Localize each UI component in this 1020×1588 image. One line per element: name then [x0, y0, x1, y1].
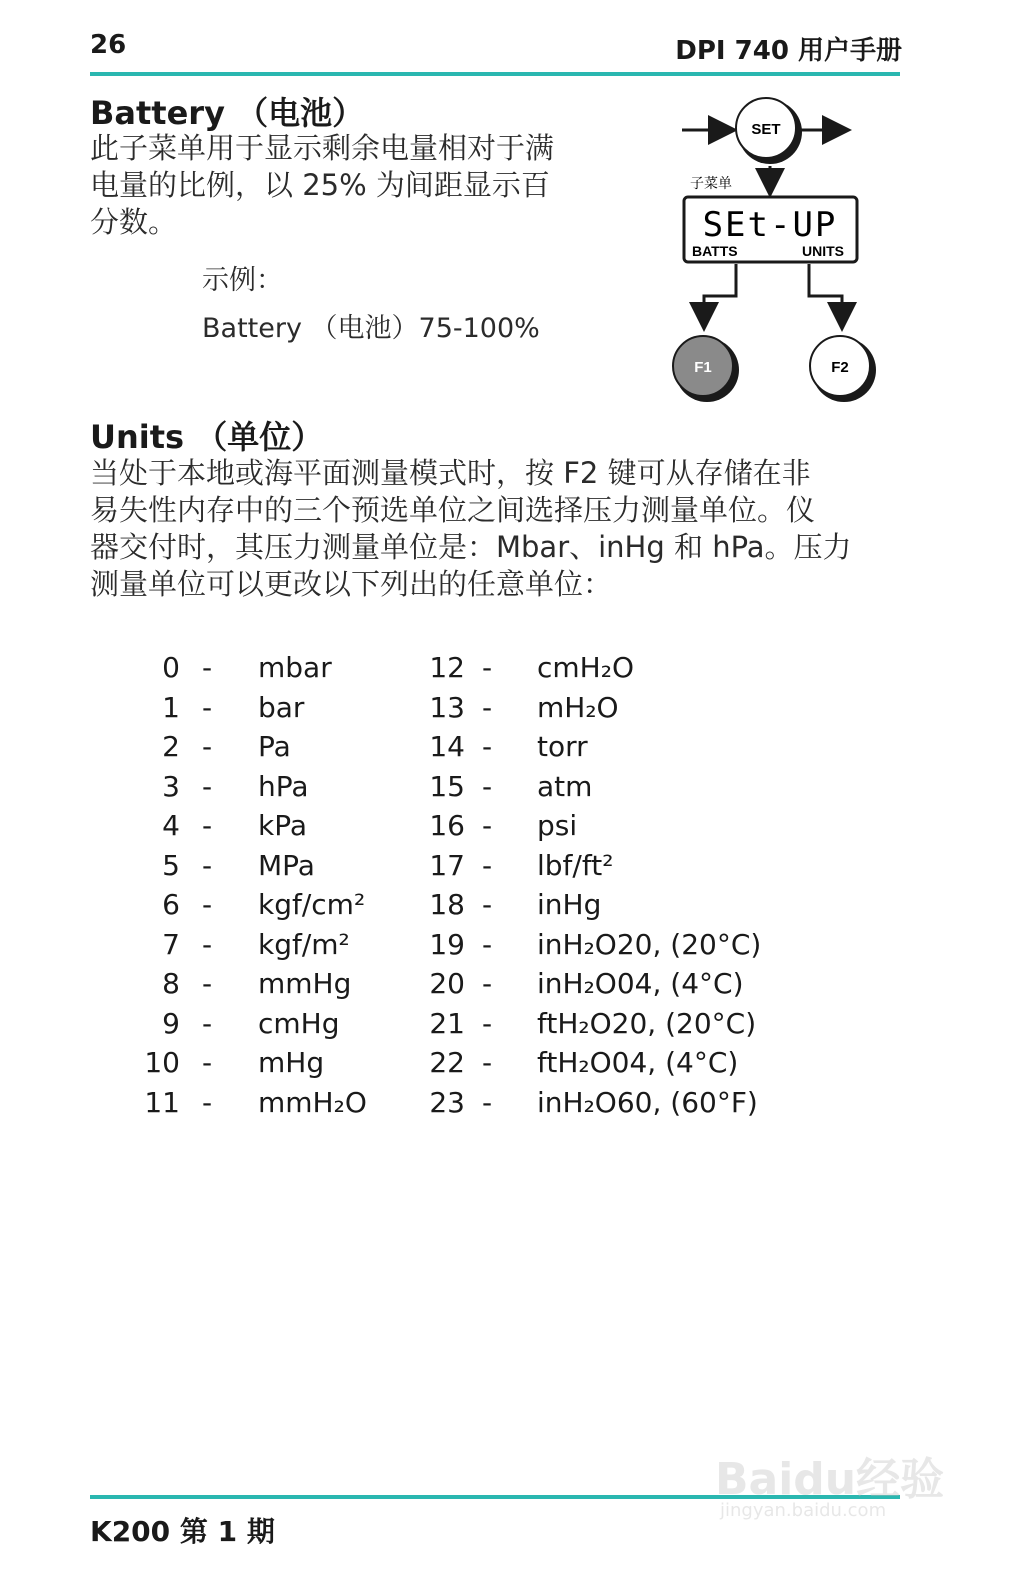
unit-row: [0, 1043, 1020, 1082]
f1-label: F1: [694, 359, 712, 376]
header-rule: [90, 72, 900, 76]
unit-dash: -: [482, 1046, 493, 1079]
unit-dash: -: [482, 1006, 493, 1040]
unit-dash: -: [202, 848, 213, 882]
units-line: 当处于本地或海平面测量模式时，按 F2 键可从存储在非: [90, 456, 811, 490]
units-line: 测量单位可以更改以下列出的任意单位：: [90, 567, 613, 601]
units-heading: Units （单位）: [90, 418, 324, 456]
unit-number: 14: [429, 730, 465, 763]
unit-dash: -: [482, 888, 493, 921]
unit-name: kPa: [258, 809, 307, 842]
arrow-to-f2-icon: [809, 264, 842, 326]
unit-number: 15: [429, 769, 465, 803]
unit-number: 16: [429, 809, 465, 842]
unit-dash: -: [482, 967, 493, 1000]
unit-row: [0, 1004, 1020, 1043]
battery-line: 分数。: [90, 205, 178, 239]
unit-dash: -: [482, 848, 493, 882]
unit-number: 2: [162, 730, 180, 763]
example-value: Battery （电池）75-100%: [202, 313, 540, 344]
unit-dash: -: [482, 1085, 493, 1119]
unit-number: 11: [144, 1085, 180, 1119]
unit-name: psi: [537, 809, 578, 842]
unit-row: [0, 885, 1020, 924]
unit-name: lbf/ft²: [537, 848, 614, 882]
battery-heading: Battery （电池）: [90, 94, 365, 132]
unit-row: [0, 925, 1020, 964]
unit-row: [0, 846, 1020, 885]
unit-row: [0, 688, 1020, 727]
unit-number: 4: [162, 809, 180, 842]
f2-label: F2: [831, 359, 849, 376]
unit-name: cmH₂O: [537, 651, 634, 684]
submenu-label: 子菜单: [690, 176, 732, 192]
unit-name: Pa: [258, 730, 291, 763]
unit-number: 10: [144, 1046, 180, 1079]
unit-number: 23: [429, 1085, 465, 1119]
units-line: 器交付时，其压力测量单位是：Mbar、inHg 和 hPa。压力: [90, 530, 852, 564]
unit-number: 12: [429, 651, 465, 684]
footer-text: K200 第 1 期: [90, 1515, 275, 1548]
unit-name: mHg: [258, 1046, 325, 1079]
units-description: [90, 455, 910, 603]
unit-dash: -: [482, 809, 493, 842]
units-line: 易失性内存中的三个预选单位之间选择压力测量单位。仪: [90, 493, 816, 527]
unit-name: inH₂O60, (60°F): [537, 1085, 758, 1119]
unit-dash: -: [482, 690, 493, 724]
unit-number: 20: [429, 967, 465, 1000]
unit-name: hPa: [258, 769, 309, 803]
unit-number: 21: [429, 1006, 465, 1040]
watermark-logo: Baidu经验: [715, 1454, 945, 1505]
unit-name: kgf/m²: [258, 927, 350, 961]
unit-number: 8: [162, 967, 180, 1000]
unit-number: 18: [429, 888, 465, 921]
unit-name: mH₂O: [537, 690, 619, 724]
baidu-watermark: [715, 1425, 945, 1525]
unit-name: atm: [537, 769, 593, 803]
battery-description: [90, 130, 630, 241]
unit-name: MPa: [258, 848, 315, 882]
unit-number: 13: [429, 690, 465, 724]
unit-dash: -: [202, 927, 213, 961]
unit-dash: -: [482, 769, 493, 803]
unit-dash: -: [202, 730, 213, 763]
unit-number: 6: [162, 888, 180, 921]
manual-title: DPI 740 用户手册: [675, 36, 902, 66]
battery-line: 电量的比例，以 25% 为间距显示百: [90, 168, 550, 202]
unit-dash: -: [482, 651, 493, 684]
unit-name: torr: [537, 730, 588, 763]
unit-row: [0, 806, 1020, 845]
unit-dash: -: [202, 967, 213, 1000]
unit-number: 1: [162, 690, 180, 724]
unit-row: [0, 964, 1020, 1003]
unit-name: ftH₂O04, (4°C): [537, 1046, 739, 1079]
page-number: 26: [90, 30, 127, 60]
batts-label: BATTS: [692, 243, 738, 259]
unit-name: mbar: [258, 651, 332, 684]
unit-number: 17: [429, 848, 465, 882]
lcd-text: SEt-UP: [702, 205, 838, 245]
unit-number: 5: [162, 848, 180, 882]
unit-name: inHg: [537, 888, 602, 921]
battery-line: 此子菜单用于显示剩余电量相对于满: [90, 131, 555, 165]
unit-dash: -: [202, 651, 213, 684]
unit-row: [0, 727, 1020, 766]
unit-dash: -: [202, 809, 213, 842]
unit-number: 19: [429, 927, 465, 961]
example-label: 示例：: [202, 265, 283, 296]
unit-dash: -: [202, 1046, 213, 1079]
unit-number: 9: [162, 1006, 180, 1040]
unit-name: ftH₂O20, (20°C): [537, 1006, 757, 1040]
unit-dash: -: [202, 1006, 213, 1040]
unit-dash: -: [202, 690, 213, 724]
unit-dash: -: [482, 730, 493, 763]
units-label: UNITS: [802, 243, 844, 259]
set-label: SET: [751, 121, 781, 138]
unit-row: [0, 648, 1020, 687]
unit-row: [0, 1083, 1020, 1122]
unit-name: mmHg: [258, 967, 352, 1000]
unit-dash: -: [482, 927, 493, 961]
unit-dash: -: [202, 769, 213, 803]
unit-row: [0, 767, 1020, 806]
unit-number: 3: [162, 769, 180, 803]
arrow-to-f1-icon: [704, 264, 736, 326]
unit-name: bar: [258, 690, 305, 724]
unit-name: kgf/cm²: [258, 888, 366, 921]
unit-name: cmHg: [258, 1006, 340, 1040]
unit-name: inH₂O04, (4°C): [537, 967, 744, 1000]
unit-dash: -: [202, 1085, 213, 1119]
unit-dash: -: [202, 888, 213, 921]
unit-name: inH₂O20, (20°C): [537, 927, 762, 961]
unit-number: 0: [162, 651, 180, 684]
setup-menu-diagram: [670, 90, 900, 410]
unit-number: 22: [429, 1046, 465, 1079]
unit-number: 7: [162, 927, 180, 961]
unit-name: mmH₂O: [258, 1085, 367, 1119]
watermark-url: jingyan.baidu.com: [720, 1500, 887, 1521]
